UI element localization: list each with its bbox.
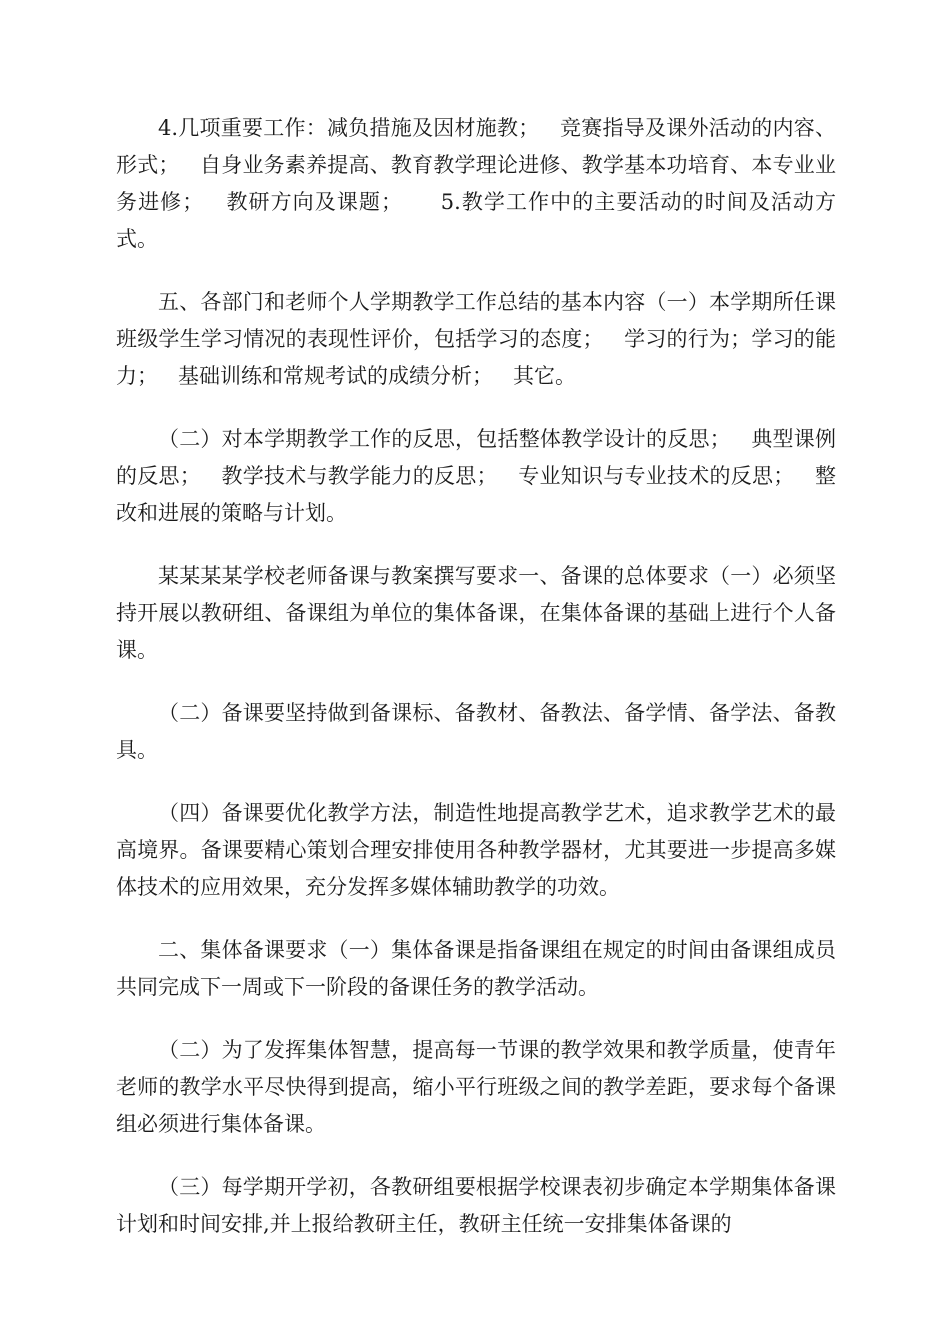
paragraph-teaching-methods: （四）备课要优化教学方法，制造性地提高教学艺术，追求教学艺术的最高境界。备课要精心策划合理安排使用各种教学器材，尤其要进一步提高多媒体技术的应用效果，充分发挥多媒体辅助教学的功效。 xyxy=(116,801,836,899)
paragraph-collective-wisdom: （二）为了发挥集体智慧，提高每一节课的教学效果和教学质量，使青年老师的教学水平尽快得到提高，缩小平行班级之间的教学差距，要求每个备课组必须进行集体备课。 xyxy=(116,1038,836,1136)
paragraph-reflection: （二）对本学期教学工作的反思，包括整体教学设计的反思； 典型课例的反思； 教学技术与教学能力的反思； 专业知识与专业技术的反思； 整改和进展的策略与计划。 xyxy=(116,427,836,525)
paragraph-key-work: 4.几项重要工作：减负措施及因材施教； 竞赛指导及课外活动的内容、形式； 自身业务素养提高、教育教学理论进修、教学基本功培育、本专业业务进修； 教研方向及课题； 5.教学工作中的主要活动的时间及活动方式。 xyxy=(116,116,836,251)
paragraph-collective-prep: 二、集体备课要求（一）集体备课是指备课组在规定的时间由备课组成员共同完成下一周或下一阶段的备课任务的教学活动。 xyxy=(116,938,836,999)
paragraph-semester-summary: 五、各部门和老师个人学期教学工作总结的基本内容（一）本学期所任课班级学生学习情况的表现性评价，包括学习的态度； 学习的行为；学习的能力； 基础训练和常规考试的成绩分析； 其它。 xyxy=(116,290,836,388)
paragraph-lesson-prep-requirements: 某某某某学校老师备课与教案撰写要求一、备课的总体要求（一）必须坚持开展以教研组、备课组为单位的集体备课，在集体备课的基础上进行个人备课。 xyxy=(116,564,836,662)
document-page xyxy=(116,110,836,1269)
paragraph-semester-plan: （三）每学期开学初，各教研组要根据学校课表初步确定本学期集体备课计划和时间安排,并上报给教研主任，教研主任统一安排集体备课的 xyxy=(116,1175,836,1236)
paragraph-prep-items: （二）备课要坚持做到备课标、备教材、备教法、备学情、备学法、备教具。 xyxy=(116,701,836,762)
